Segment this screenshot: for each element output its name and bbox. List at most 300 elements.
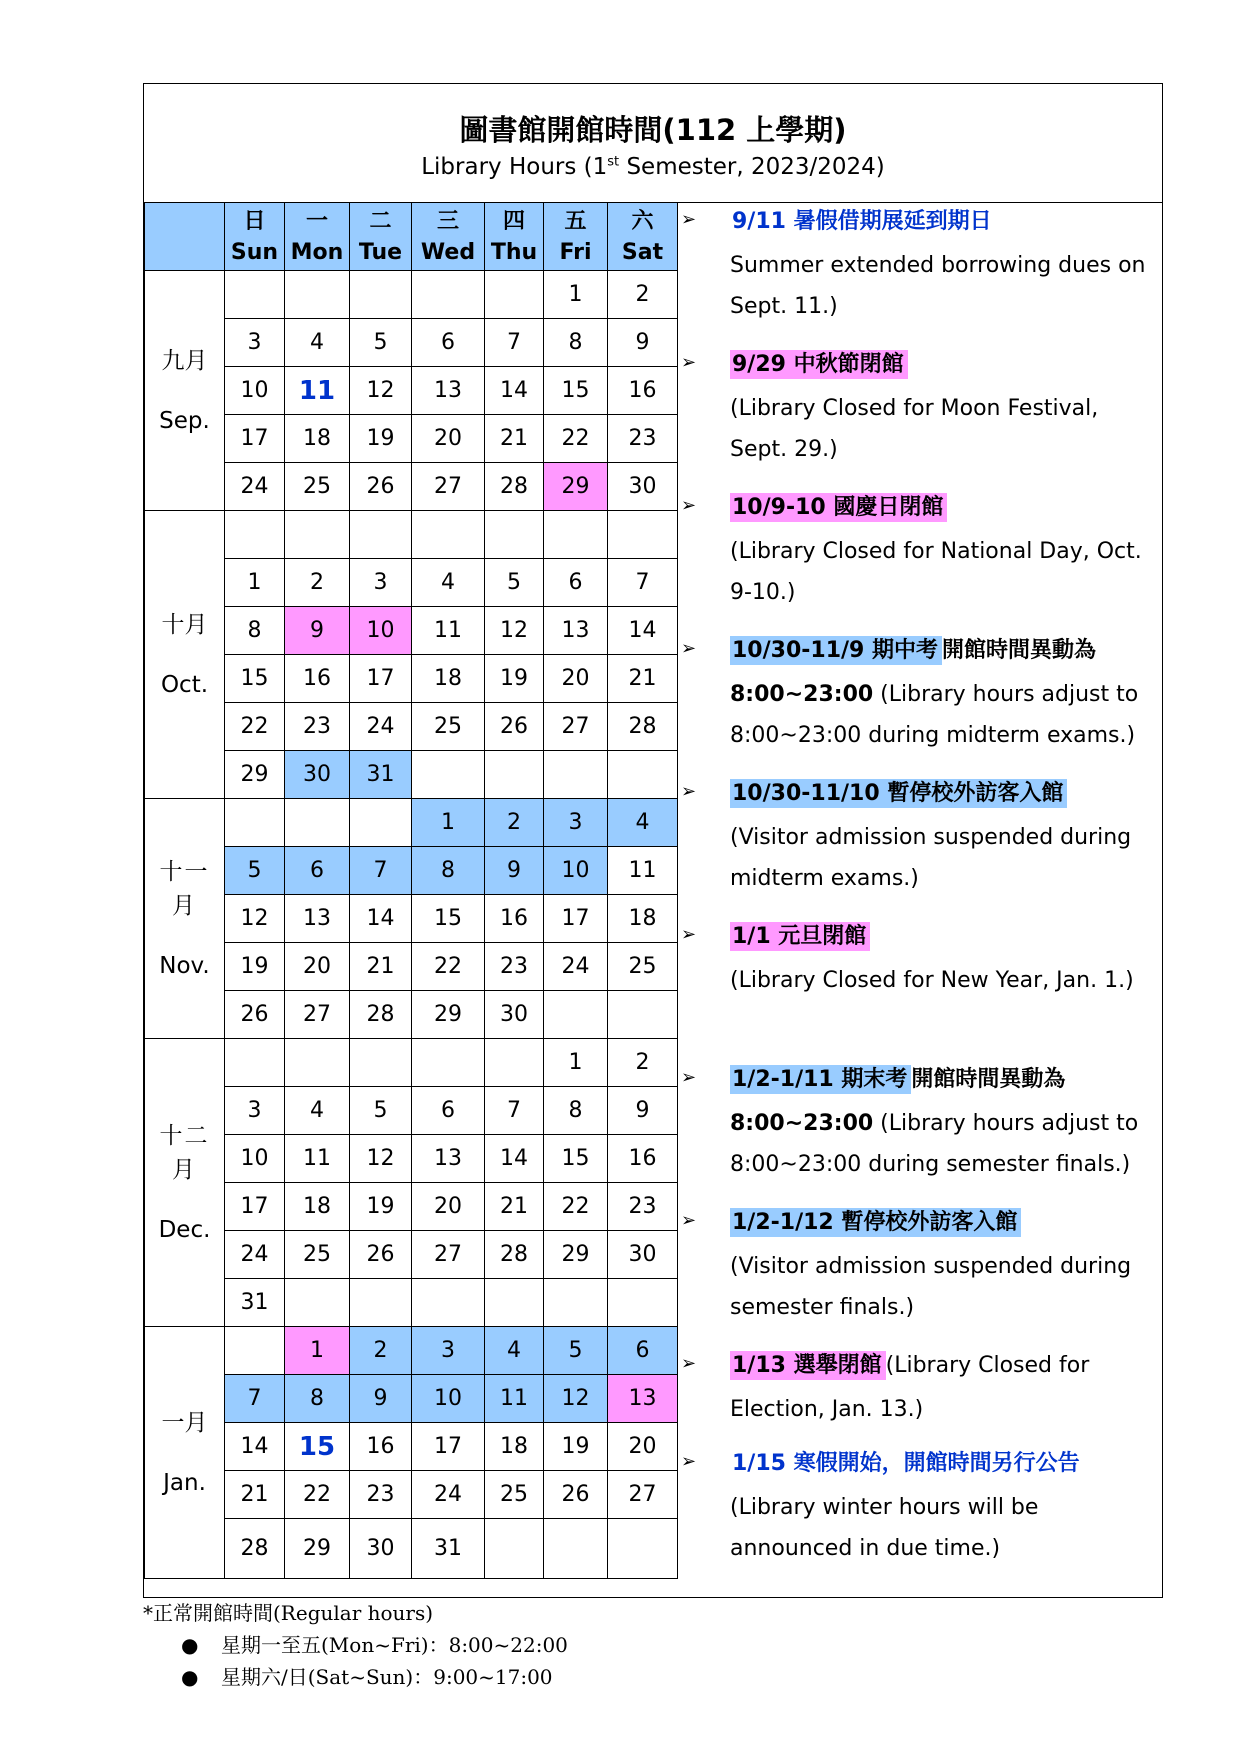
empty-cell bbox=[225, 1039, 285, 1087]
day-cell: 24 bbox=[350, 703, 412, 751]
day-cell: 1 bbox=[285, 1327, 350, 1375]
day-cell: 21 bbox=[350, 943, 412, 991]
bullet-icon: ● bbox=[181, 1633, 199, 1657]
note-body bbox=[730, 1389, 1156, 1430]
day-cell: 9 bbox=[608, 319, 678, 367]
day-cell: 30 bbox=[608, 1231, 678, 1279]
day-cell: 10 bbox=[225, 367, 285, 415]
day-cell: 18 bbox=[608, 895, 678, 943]
day-cell: 10 bbox=[544, 847, 608, 895]
empty-cell bbox=[544, 511, 608, 559]
weekday-zh: 一 bbox=[305, 208, 328, 234]
day-cell: 5 bbox=[544, 1327, 608, 1375]
day-cell: 6 bbox=[285, 847, 350, 895]
empty-cell bbox=[544, 751, 608, 799]
month-zh: 九月 bbox=[161, 347, 208, 374]
regular-hours-title: *正常開館時間(Regular hours) bbox=[143, 1601, 434, 1625]
day-cell: 26 bbox=[544, 1471, 608, 1519]
day-cell: 25 bbox=[285, 1231, 350, 1279]
day-cell: 27 bbox=[412, 463, 485, 511]
weekday-zh: 五 bbox=[564, 208, 587, 234]
day-cell: 21 bbox=[608, 655, 678, 703]
title-box bbox=[144, 84, 1162, 203]
day-cell: 3 bbox=[225, 1087, 285, 1135]
week-row bbox=[145, 319, 678, 367]
header-corner bbox=[145, 203, 225, 271]
day-cell: 29 bbox=[544, 463, 608, 511]
day-cell: 15 bbox=[412, 895, 485, 943]
note-body bbox=[730, 960, 1156, 1001]
note-body bbox=[730, 531, 1156, 613]
empty-cell bbox=[608, 1279, 678, 1327]
day-cell: 12 bbox=[544, 1375, 608, 1423]
empty-cell bbox=[544, 991, 608, 1039]
empty-cell bbox=[285, 511, 350, 559]
week-row bbox=[145, 943, 678, 991]
week-row bbox=[145, 1135, 678, 1183]
arrowhead-icon: ➢ bbox=[681, 1067, 697, 1088]
calendar-table bbox=[144, 202, 678, 1579]
note-heading bbox=[730, 1203, 1021, 1243]
note-heading bbox=[730, 1346, 1089, 1386]
day-cell: 4 bbox=[285, 1087, 350, 1135]
empty-cell bbox=[608, 511, 678, 559]
day-cell: 26 bbox=[225, 991, 285, 1039]
day-cell: 26 bbox=[350, 463, 412, 511]
day-cell: 4 bbox=[285, 319, 350, 367]
day-cell: 30 bbox=[350, 1519, 412, 1579]
month-en: Jan. bbox=[163, 1469, 206, 1496]
note-body-text: (Visitor admission suspended during semester finals.) bbox=[730, 1254, 1132, 1320]
day-cell: 20 bbox=[608, 1423, 678, 1471]
day-cell: 28 bbox=[485, 1231, 544, 1279]
day-cell: 27 bbox=[544, 703, 608, 751]
day-cell: 2 bbox=[485, 799, 544, 847]
week-row bbox=[145, 799, 678, 847]
day-cell: 8 bbox=[225, 607, 285, 655]
day-cell: 9 bbox=[485, 847, 544, 895]
day-cell: 9 bbox=[608, 1087, 678, 1135]
empty-cell bbox=[285, 1279, 350, 1327]
day-cell: 28 bbox=[485, 463, 544, 511]
day-cell: 13 bbox=[608, 1375, 678, 1423]
day-cell: 8 bbox=[285, 1375, 350, 1423]
weekday-zh: 日 bbox=[243, 208, 266, 234]
weekday-header bbox=[485, 203, 544, 271]
day-cell: 19 bbox=[350, 1183, 412, 1231]
weekday-en: Tue bbox=[358, 239, 403, 265]
arrowhead-icon: ➢ bbox=[681, 781, 697, 802]
month-label bbox=[145, 271, 225, 511]
subtitle-text-end: Semester, 2023/2024) bbox=[619, 154, 885, 180]
day-cell: 31 bbox=[225, 1279, 285, 1327]
month-label bbox=[145, 1039, 225, 1327]
day-cell: 21 bbox=[485, 1183, 544, 1231]
day-cell: 3 bbox=[412, 1327, 485, 1375]
note-body bbox=[730, 1246, 1156, 1328]
day-cell: 18 bbox=[285, 1183, 350, 1231]
month-en: Oct. bbox=[160, 671, 209, 698]
note-heading bbox=[730, 917, 870, 957]
week-row bbox=[145, 1039, 678, 1087]
day-cell: 13 bbox=[412, 367, 485, 415]
weekday-en: Fri bbox=[559, 239, 592, 265]
arrowhead-icon: ➢ bbox=[681, 924, 697, 945]
day-cell: 12 bbox=[225, 895, 285, 943]
day-cell: 23 bbox=[350, 1471, 412, 1519]
day-cell: 10 bbox=[412, 1375, 485, 1423]
note-heading-text: 1/1 元旦閉館 bbox=[730, 922, 870, 951]
day-cell: 16 bbox=[350, 1423, 412, 1471]
weekday-zh: 三 bbox=[436, 208, 459, 234]
empty-cell bbox=[485, 511, 544, 559]
note-heading-tail: 開館時間異動為 bbox=[942, 638, 1097, 663]
day-cell: 29 bbox=[225, 751, 285, 799]
note-body bbox=[730, 388, 1156, 470]
day-cell: 13 bbox=[544, 607, 608, 655]
day-cell: 4 bbox=[412, 559, 485, 607]
day-cell: 22 bbox=[544, 415, 608, 463]
day-cell: 20 bbox=[412, 415, 485, 463]
day-cell: 31 bbox=[350, 751, 412, 799]
day-cell: 1 bbox=[544, 271, 608, 319]
empty-cell bbox=[412, 1279, 485, 1327]
empty-cell bbox=[485, 1039, 544, 1087]
day-cell: 19 bbox=[350, 415, 412, 463]
empty-cell bbox=[285, 1039, 350, 1087]
empty-cell bbox=[350, 1279, 412, 1327]
month-en: Dec. bbox=[158, 1216, 211, 1243]
week-row bbox=[145, 1183, 678, 1231]
note-heading-text: 10/30-11/10 暫停校外訪客入館 bbox=[730, 779, 1067, 808]
day-cell: 3 bbox=[544, 799, 608, 847]
arrowhead-icon: ➢ bbox=[681, 638, 697, 659]
weekday-header bbox=[350, 203, 412, 271]
empty-cell bbox=[608, 751, 678, 799]
day-cell: 17 bbox=[544, 895, 608, 943]
weekday-en: Mon bbox=[290, 239, 344, 265]
note-heading bbox=[730, 631, 1096, 671]
note-heading-text: 1/13 選舉閉館 bbox=[730, 1351, 886, 1380]
day-cell: 25 bbox=[485, 1471, 544, 1519]
day-cell: 23 bbox=[285, 703, 350, 751]
day-cell: 18 bbox=[285, 415, 350, 463]
note-body bbox=[730, 1487, 1156, 1569]
day-cell: 15 bbox=[544, 367, 608, 415]
day-cell: 11 bbox=[485, 1375, 544, 1423]
day-cell: 24 bbox=[544, 943, 608, 991]
day-cell: 15 bbox=[225, 655, 285, 703]
day-cell: 23 bbox=[485, 943, 544, 991]
note-heading-text: 1/2-1/12 暫停校外訪客入館 bbox=[730, 1208, 1021, 1237]
note-body-text: (Library Closed for National Day, Oct. 9-10.) bbox=[730, 539, 1142, 605]
empty-cell bbox=[225, 511, 285, 559]
weekday-zh: 四 bbox=[502, 208, 525, 234]
month-zh: 十二月 bbox=[159, 1122, 210, 1183]
page-subtitle bbox=[144, 154, 1162, 180]
empty-cell bbox=[350, 1039, 412, 1087]
week-row bbox=[145, 703, 678, 751]
note-heading-text: 10/30-11/9 期中考 bbox=[730, 636, 942, 665]
day-cell: 10 bbox=[225, 1135, 285, 1183]
day-cell: 10 bbox=[350, 607, 412, 655]
weekday-en: Sun bbox=[230, 239, 279, 265]
day-cell: 6 bbox=[544, 559, 608, 607]
note-body-text: (Library Closed for New Year, Jan. 1.) bbox=[730, 968, 1134, 993]
day-cell: 8 bbox=[544, 319, 608, 367]
weekday-zh: 二 bbox=[369, 208, 392, 234]
weekday-en: Sat bbox=[621, 239, 664, 265]
day-cell: 18 bbox=[485, 1423, 544, 1471]
note-heading-text: 1/15 寒假開始，開館時間另行公告 bbox=[732, 1451, 1080, 1476]
day-cell: 12 bbox=[485, 607, 544, 655]
day-cell: 7 bbox=[350, 847, 412, 895]
note-body-text: (Visitor admission suspended during midterm exams.) bbox=[730, 825, 1132, 891]
weekday-zh: 六 bbox=[631, 208, 654, 234]
day-cell: 16 bbox=[485, 895, 544, 943]
note-body-text: Election, Jan. 13.) bbox=[730, 1397, 924, 1422]
day-cell: 19 bbox=[544, 1423, 608, 1471]
week-row bbox=[145, 1327, 678, 1375]
day-cell: 17 bbox=[225, 415, 285, 463]
day-cell: 6 bbox=[412, 319, 485, 367]
day-cell: 27 bbox=[285, 991, 350, 1039]
week-row bbox=[145, 271, 678, 319]
day-cell: 17 bbox=[350, 655, 412, 703]
week-row bbox=[145, 1375, 678, 1423]
month-en: Sep. bbox=[159, 407, 210, 434]
day-cell: 29 bbox=[544, 1231, 608, 1279]
day-cell: 21 bbox=[225, 1471, 285, 1519]
month-label bbox=[145, 799, 225, 1039]
day-cell: 26 bbox=[485, 703, 544, 751]
day-cell: 21 bbox=[485, 415, 544, 463]
day-cell: 20 bbox=[285, 943, 350, 991]
day-cell: 2 bbox=[285, 559, 350, 607]
note-heading-text: 10/9-10 國慶日閉館 bbox=[730, 493, 947, 522]
day-cell: 12 bbox=[350, 367, 412, 415]
note-body-text: (Library hours adjust to 8:00~23:00 during semester finals.) bbox=[730, 1111, 1139, 1177]
day-cell: 29 bbox=[412, 991, 485, 1039]
day-cell: 5 bbox=[350, 1087, 412, 1135]
week-row bbox=[145, 1519, 678, 1579]
month-zh: 一月 bbox=[161, 1409, 208, 1436]
empty-cell bbox=[485, 271, 544, 319]
day-cell: 5 bbox=[485, 559, 544, 607]
day-cell: 18 bbox=[412, 655, 485, 703]
day-cell: 22 bbox=[544, 1183, 608, 1231]
note-heading-tail: 開館時間異動為 bbox=[911, 1067, 1066, 1092]
week-row bbox=[145, 367, 678, 415]
day-cell: 7 bbox=[225, 1375, 285, 1423]
month-label bbox=[145, 511, 225, 799]
empty-cell bbox=[225, 1327, 285, 1375]
note-body-text: (Library hours adjust to 8:00~23:00 during midterm exams.) bbox=[730, 682, 1139, 748]
day-cell: 20 bbox=[412, 1183, 485, 1231]
day-cell: 11 bbox=[412, 607, 485, 655]
week-row bbox=[145, 847, 678, 895]
week-row bbox=[145, 1087, 678, 1135]
note-body-text: Summer extended borrowing dues on Sept. 11.) bbox=[730, 253, 1146, 319]
note-heading bbox=[730, 774, 1067, 814]
week-row bbox=[145, 415, 678, 463]
day-cell: 2 bbox=[350, 1327, 412, 1375]
arrowhead-icon: ➢ bbox=[681, 352, 697, 373]
note-body-text: (Library winter hours will be announced in due time.) bbox=[730, 1495, 1039, 1561]
day-cell: 28 bbox=[350, 991, 412, 1039]
day-cell: 9 bbox=[285, 607, 350, 655]
day-cell: 17 bbox=[225, 1183, 285, 1231]
arrowhead-icon: ➢ bbox=[681, 1451, 697, 1472]
bullet-icon: ● bbox=[181, 1665, 199, 1689]
empty-cell bbox=[485, 1279, 544, 1327]
day-cell: 11 bbox=[608, 847, 678, 895]
empty-cell bbox=[285, 799, 350, 847]
day-cell: 28 bbox=[225, 1519, 285, 1579]
day-cell: 1 bbox=[544, 1039, 608, 1087]
week-row bbox=[145, 1423, 678, 1471]
day-cell: 26 bbox=[350, 1231, 412, 1279]
empty-cell bbox=[285, 271, 350, 319]
note-body bbox=[730, 674, 1156, 756]
week-row bbox=[145, 751, 678, 799]
day-cell: 24 bbox=[225, 463, 285, 511]
empty-cell bbox=[350, 271, 412, 319]
weekday-header bbox=[544, 203, 608, 271]
day-cell: 5 bbox=[350, 319, 412, 367]
day-cell: 14 bbox=[485, 1135, 544, 1183]
day-cell: 11 bbox=[285, 367, 350, 415]
day-cell: 23 bbox=[608, 415, 678, 463]
arrowhead-icon: ➢ bbox=[681, 1353, 697, 1374]
day-cell: 28 bbox=[608, 703, 678, 751]
weekday-header bbox=[285, 203, 350, 271]
day-cell: 8 bbox=[544, 1087, 608, 1135]
day-cell: 14 bbox=[608, 607, 678, 655]
day-cell: 25 bbox=[412, 703, 485, 751]
empty-cell bbox=[225, 799, 285, 847]
empty-cell bbox=[412, 271, 485, 319]
day-cell: 30 bbox=[608, 463, 678, 511]
week-row bbox=[145, 1471, 678, 1519]
day-cell: 29 bbox=[285, 1519, 350, 1579]
day-cell: 22 bbox=[412, 943, 485, 991]
week-row bbox=[145, 895, 678, 943]
week-row bbox=[145, 1279, 678, 1327]
empty-cell bbox=[544, 1519, 608, 1579]
day-cell: 5 bbox=[225, 847, 285, 895]
day-cell: 14 bbox=[485, 367, 544, 415]
day-cell: 2 bbox=[608, 1039, 678, 1087]
arrowhead-icon: ➢ bbox=[681, 209, 697, 230]
day-cell: 25 bbox=[285, 463, 350, 511]
weekday-header bbox=[225, 203, 285, 271]
week-row bbox=[145, 559, 678, 607]
day-cell: 15 bbox=[544, 1135, 608, 1183]
empty-cell bbox=[350, 511, 412, 559]
note-heading bbox=[730, 202, 996, 242]
empty-cell bbox=[485, 751, 544, 799]
month-label bbox=[145, 1327, 225, 1579]
day-cell: 27 bbox=[608, 1471, 678, 1519]
empty-cell bbox=[412, 511, 485, 559]
weekday-header bbox=[608, 203, 678, 271]
day-cell: 1 bbox=[225, 559, 285, 607]
day-cell: 9 bbox=[350, 1375, 412, 1423]
note-heading-text: 9/29 中秋節閉館 bbox=[730, 350, 908, 379]
regular-hours-text: 星期六/日(Sat~Sun)：9:00~17:00 bbox=[221, 1665, 553, 1689]
weekday-en: Thu bbox=[490, 239, 538, 265]
day-cell: 3 bbox=[225, 319, 285, 367]
day-cell: 13 bbox=[412, 1135, 485, 1183]
note-heading bbox=[730, 345, 908, 385]
day-cell: 2 bbox=[608, 271, 678, 319]
day-cell: 6 bbox=[608, 1327, 678, 1375]
day-cell: 22 bbox=[285, 1471, 350, 1519]
day-cell: 16 bbox=[285, 655, 350, 703]
day-cell: 24 bbox=[412, 1471, 485, 1519]
day-cell: 19 bbox=[225, 943, 285, 991]
arrowhead-icon: ➢ bbox=[681, 1210, 697, 1231]
day-cell: 30 bbox=[285, 751, 350, 799]
note-body bbox=[730, 245, 1156, 327]
note-body bbox=[730, 817, 1156, 899]
empty-cell bbox=[412, 751, 485, 799]
page-title: 圖書館開館時間(112 上學期) bbox=[459, 113, 847, 147]
note-heading bbox=[730, 488, 947, 528]
empty-cell bbox=[412, 1039, 485, 1087]
day-cell: 20 bbox=[544, 655, 608, 703]
day-cell: 16 bbox=[608, 1135, 678, 1183]
day-cell: 31 bbox=[412, 1519, 485, 1579]
note-heading bbox=[730, 1060, 1065, 1100]
day-cell: 14 bbox=[350, 895, 412, 943]
day-cell: 7 bbox=[608, 559, 678, 607]
week-row bbox=[145, 991, 678, 1039]
month-en: Nov. bbox=[159, 952, 210, 979]
day-cell: 7 bbox=[485, 319, 544, 367]
subtitle-text: Library Hours (1 bbox=[421, 154, 608, 180]
day-cell: 12 bbox=[350, 1135, 412, 1183]
day-cell: 14 bbox=[225, 1423, 285, 1471]
note-heading-text: 9/11 暑假借期展延到期日 bbox=[732, 209, 992, 234]
day-cell: 16 bbox=[608, 367, 678, 415]
day-cell: 1 bbox=[412, 799, 485, 847]
day-cell: 7 bbox=[485, 1087, 544, 1135]
regular-hours-text: 星期一至五(Mon~Fri)：8:00~22:00 bbox=[221, 1633, 568, 1657]
empty-cell bbox=[485, 1519, 544, 1579]
weekday-en: Wed bbox=[420, 239, 476, 265]
note-body bbox=[730, 1103, 1156, 1185]
weekday-header bbox=[412, 203, 485, 271]
day-cell: 6 bbox=[412, 1087, 485, 1135]
day-cell: 8 bbox=[412, 847, 485, 895]
day-cell: 4 bbox=[485, 1327, 544, 1375]
empty-cell bbox=[608, 991, 678, 1039]
day-cell: 19 bbox=[485, 655, 544, 703]
day-cell: 13 bbox=[285, 895, 350, 943]
note-body-bold: 8:00~23:00 bbox=[730, 1111, 874, 1136]
note-body-bold: 8:00~23:00 bbox=[730, 682, 874, 707]
week-row bbox=[145, 463, 678, 511]
day-cell: 30 bbox=[485, 991, 544, 1039]
week-row bbox=[145, 1231, 678, 1279]
day-cell: 22 bbox=[225, 703, 285, 751]
day-cell: 11 bbox=[285, 1135, 350, 1183]
calendar-frame bbox=[143, 83, 1163, 1598]
day-cell: 25 bbox=[608, 943, 678, 991]
empty-cell bbox=[350, 799, 412, 847]
